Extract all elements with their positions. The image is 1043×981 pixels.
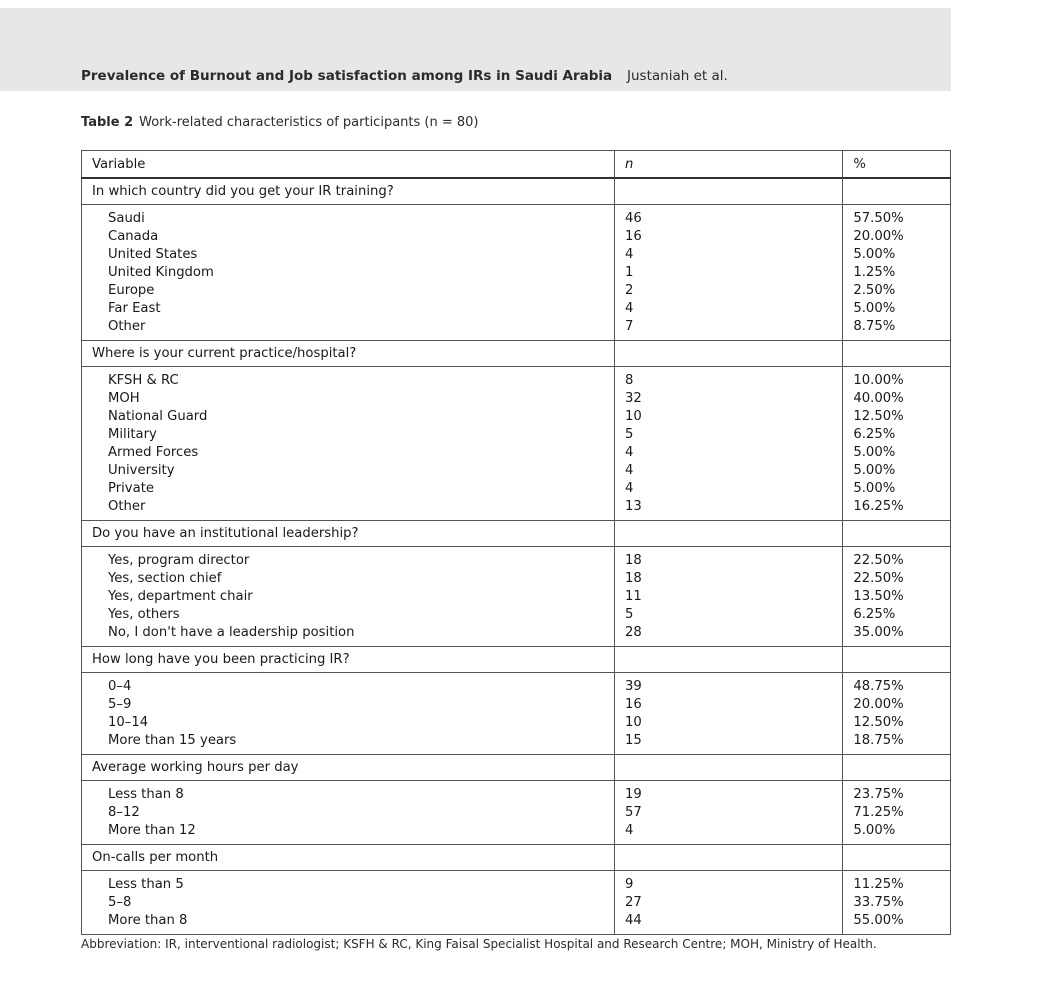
section-n-cell — [614, 341, 842, 367]
section-title: How long have you been practicing IR? — [82, 647, 615, 673]
item-label: United Kingdom — [108, 265, 214, 280]
item-pct-cell — [843, 673, 951, 755]
item-label: KFSH & RC — [108, 373, 179, 388]
section-pct-cell — [843, 178, 951, 205]
section-title: Where is your current practice/hospital? — [82, 341, 615, 367]
item-percent-value: 16.25% — [853, 499, 904, 514]
section-row — [82, 178, 951, 205]
item-label: Less than 8 — [108, 787, 184, 802]
column-header-n: n — [614, 151, 842, 179]
item-percent-value: 5.00% — [853, 481, 896, 496]
item-n-value: 4 — [624, 247, 634, 262]
item-label: More than 12 — [108, 823, 196, 838]
item-n-value: 16 — [624, 229, 642, 244]
item-n-value: 18 — [624, 571, 642, 586]
section-pct-cell — [843, 647, 951, 673]
item-label: 0–4 — [108, 679, 132, 694]
item-label: Far East — [108, 301, 161, 316]
item-label: Other — [108, 319, 146, 334]
item-percent-value: 20.00% — [853, 229, 904, 244]
item-percent-value: 48.75% — [853, 679, 904, 694]
item-n-value: 18 — [624, 553, 642, 568]
article-authors: Justaniah et al. — [627, 68, 728, 84]
item-label: Yes, department chair — [108, 589, 253, 604]
section-items-row — [82, 781, 951, 845]
article-title: Prevalence of Burnout and Job satisfaction among IRs in Saudi Arabia — [81, 68, 613, 84]
section-pct-cell — [843, 341, 951, 367]
item-percent-value: 40.00% — [853, 391, 904, 406]
item-percent-value: 5.00% — [853, 247, 896, 262]
item-n-cell — [614, 205, 842, 341]
item-percent-value: 11.25% — [853, 877, 904, 892]
section-title: Do you have an institutional leadership? — [82, 521, 615, 547]
section-items-row — [82, 871, 951, 935]
item-percent-value: 13.50% — [853, 589, 904, 604]
item-label: Saudi — [108, 211, 145, 226]
item-percent-value: 22.50% — [853, 571, 904, 586]
item-label: National Guard — [108, 409, 208, 424]
column-header-percent: % — [843, 151, 951, 179]
item-percent-value: 20.00% — [853, 697, 904, 712]
item-n-value: 16 — [624, 697, 642, 712]
item-label: 5–8 — [108, 895, 132, 910]
table-caption — [81, 115, 478, 130]
section-row — [82, 521, 951, 547]
item-percent-value: 2.50% — [853, 283, 896, 298]
item-percent-value: 18.75% — [853, 733, 904, 748]
item-n-value: 5 — [624, 427, 634, 442]
table-label: Table 2 — [81, 115, 134, 130]
item-n-value: 7 — [624, 319, 634, 334]
item-percent-value: 12.50% — [853, 409, 904, 424]
item-n-cell — [614, 547, 842, 647]
item-n-value: 4 — [624, 823, 634, 838]
item-label: More than 8 — [108, 913, 188, 928]
item-labels-cell — [82, 205, 615, 341]
item-n-value: 57 — [624, 805, 642, 820]
item-n-value: 4 — [624, 463, 634, 478]
item-n-cell — [614, 781, 842, 845]
section-n-cell — [614, 755, 842, 781]
item-percent-value: 57.50% — [853, 211, 904, 226]
item-percent-value: 33.75% — [853, 895, 904, 910]
section-row — [82, 755, 951, 781]
item-percent-value: 71.25% — [853, 805, 904, 820]
item-label: Yes, others — [108, 607, 180, 622]
section-title: On-calls per month — [82, 845, 615, 871]
column-header-variable: Variable — [82, 151, 615, 179]
item-n-value: 4 — [624, 445, 634, 460]
item-percent-value: 35.00% — [853, 625, 904, 640]
item-n-value: 27 — [624, 895, 642, 910]
item-n-value: 28 — [624, 625, 642, 640]
item-n-value: 10 — [624, 715, 642, 730]
item-n-value: 10 — [624, 409, 642, 424]
item-label: 5–9 — [108, 697, 132, 712]
item-percent-value: 8.75% — [853, 319, 896, 334]
item-n-value: 32 — [624, 391, 642, 406]
item-n-cell — [614, 673, 842, 755]
item-label: Private — [108, 481, 154, 496]
section-pct-cell — [843, 845, 951, 871]
item-n-value: 2 — [624, 283, 634, 298]
table-footnote: Abbreviation: IR, interventional radiologist; KSFH & RC, King Faisal Specialist Hospital and Research Centre; MOH, Ministry of Health. — [81, 937, 877, 951]
item-percent-value: 12.50% — [853, 715, 904, 730]
item-labels-cell — [82, 781, 615, 845]
table-header-row — [82, 151, 951, 179]
section-items-row — [82, 673, 951, 755]
item-pct-cell — [843, 367, 951, 521]
item-pct-cell — [843, 205, 951, 341]
item-label: Canada — [108, 229, 159, 244]
work-characteristics-table — [81, 150, 951, 935]
section-pct-cell — [843, 521, 951, 547]
item-pct-cell — [843, 547, 951, 647]
section-title: In which country did you get your IR training? — [82, 178, 615, 205]
item-n-value: 39 — [624, 679, 642, 694]
item-n-value: 9 — [624, 877, 634, 892]
item-label: United States — [108, 247, 198, 262]
running-header — [0, 8, 951, 91]
section-n-cell — [614, 845, 842, 871]
item-labels-cell — [82, 673, 615, 755]
item-label: MOH — [108, 391, 140, 406]
item-n-cell — [614, 367, 842, 521]
item-pct-cell — [843, 871, 951, 935]
item-label: Armed Forces — [108, 445, 199, 460]
item-label: No, I don't have a leadership position — [108, 625, 355, 640]
item-percent-value: 1.25% — [853, 265, 896, 280]
item-label: Europe — [108, 283, 155, 298]
item-n-value: 15 — [624, 733, 642, 748]
section-items-row — [82, 547, 951, 647]
table-caption-text: Work-related characteristics of participants (n = 80) — [139, 115, 479, 130]
section-items-row — [82, 205, 951, 341]
item-percent-value: 23.75% — [853, 787, 904, 802]
section-n-cell — [614, 647, 842, 673]
item-percent-value: 10.00% — [853, 373, 904, 388]
item-percent-value: 55.00% — [853, 913, 904, 928]
section-title: Average working hours per day — [82, 755, 615, 781]
section-row — [82, 845, 951, 871]
section-row — [82, 341, 951, 367]
item-percent-value: 22.50% — [853, 553, 904, 568]
item-percent-value: 6.25% — [853, 427, 896, 442]
item-percent-value: 6.25% — [853, 607, 896, 622]
item-labels-cell — [82, 547, 615, 647]
item-n-value: 19 — [624, 787, 642, 802]
item-pct-cell — [843, 781, 951, 845]
item-label: University — [108, 463, 175, 478]
item-percent-value: 5.00% — [853, 823, 896, 838]
item-n-value: 4 — [624, 301, 634, 316]
item-n-value: 4 — [624, 481, 634, 496]
item-label: Yes, program director — [108, 553, 250, 568]
item-n-value: 46 — [624, 211, 642, 226]
item-label: 10–14 — [108, 715, 149, 730]
item-n-value: 44 — [624, 913, 642, 928]
item-label: Less than 5 — [108, 877, 184, 892]
item-labels-cell — [82, 871, 615, 935]
item-n-value: 5 — [624, 607, 634, 622]
item-n-cell — [614, 871, 842, 935]
section-n-cell — [614, 521, 842, 547]
item-percent-value: 5.00% — [853, 301, 896, 316]
item-label: Other — [108, 499, 146, 514]
item-n-value: 13 — [624, 499, 642, 514]
section-n-cell — [614, 178, 842, 205]
section-pct-cell — [843, 755, 951, 781]
item-label: Yes, section chief — [108, 571, 222, 586]
item-label: Military — [108, 427, 157, 442]
section-row — [82, 647, 951, 673]
item-n-value: 11 — [624, 589, 642, 604]
item-labels-cell — [82, 367, 615, 521]
item-n-value: 1 — [624, 265, 634, 280]
item-label: 8–12 — [108, 805, 140, 820]
table-body — [82, 178, 951, 935]
item-percent-value: 5.00% — [853, 445, 896, 460]
section-items-row — [82, 367, 951, 521]
item-percent-value: 5.00% — [853, 463, 896, 478]
item-n-value: 8 — [624, 373, 634, 388]
top-strip — [0, 0, 1043, 8]
item-label: More than 15 years — [108, 733, 237, 748]
